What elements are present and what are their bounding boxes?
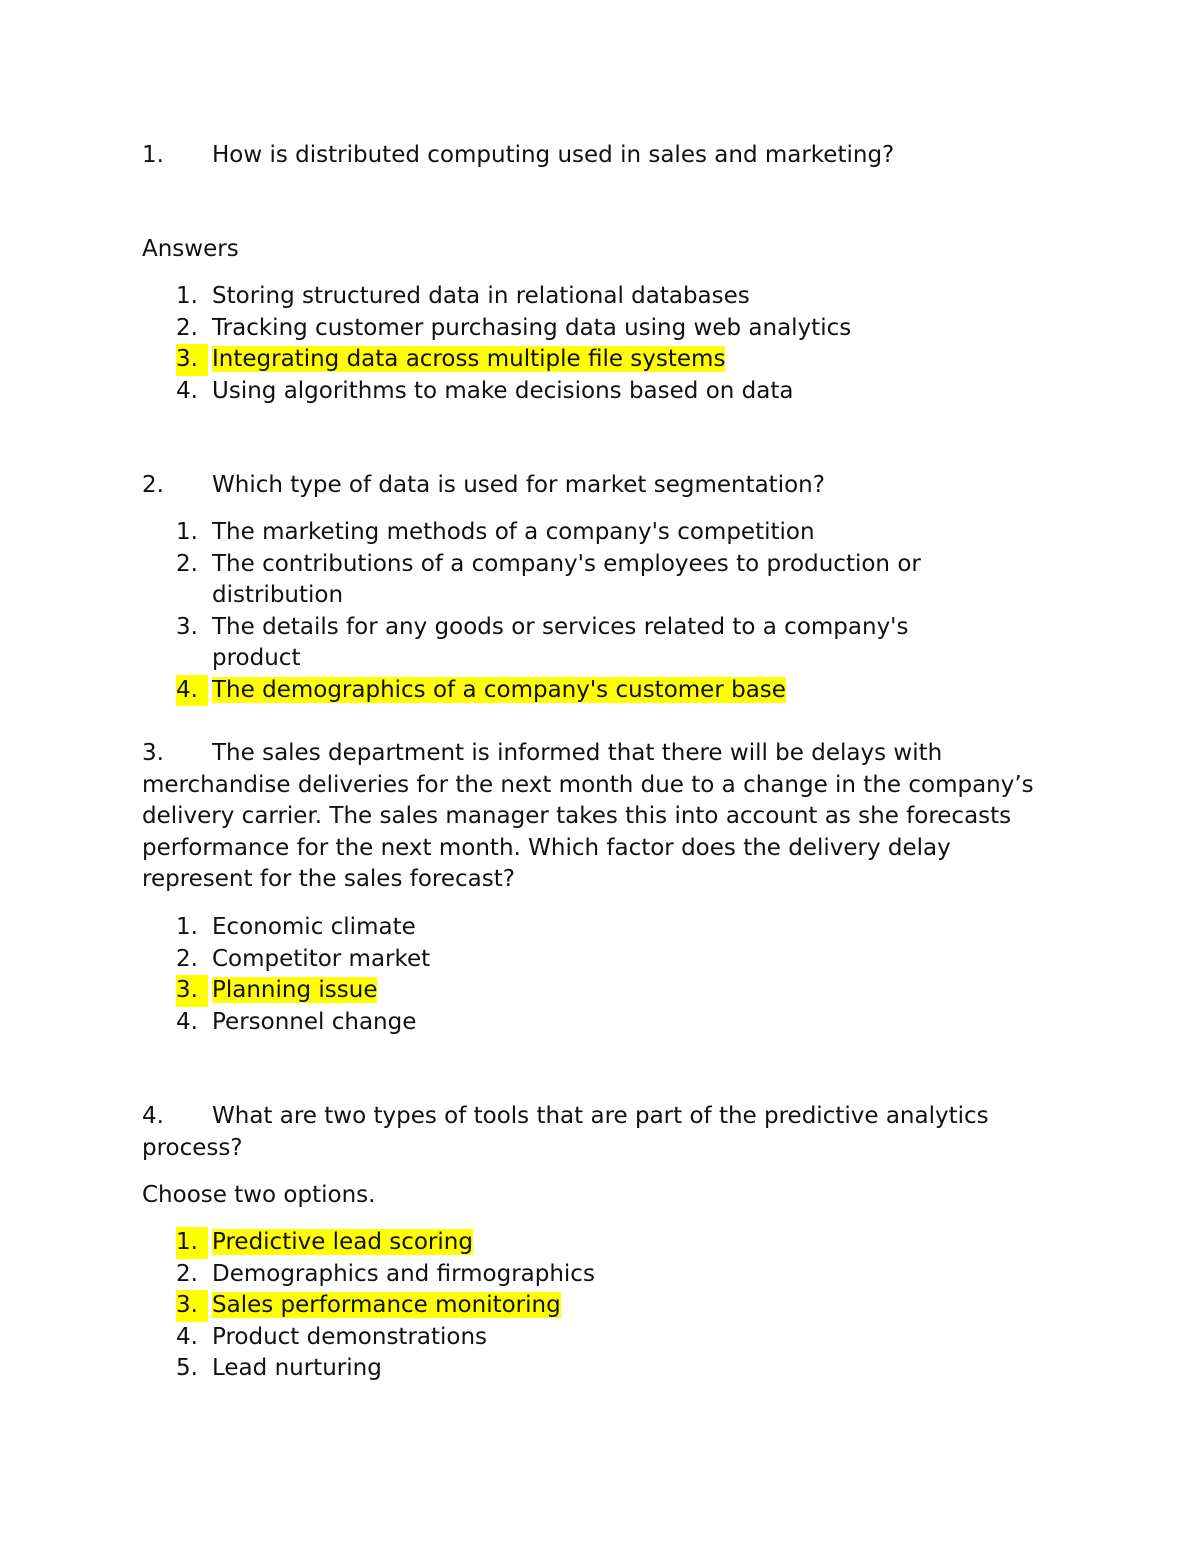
option-item: [176, 1007, 1056, 1039]
option-text: Personnel change: [212, 1008, 417, 1035]
option-number: 4.: [176, 377, 198, 404]
options-list-4: [176, 1227, 1056, 1385]
option-number: 2.: [176, 1260, 198, 1287]
question-text: Which type of data is used for market segmentation?: [212, 472, 825, 498]
option-text: The details for any goods or services related to a company's product: [212, 613, 909, 671]
option-text: Predictive lead scoring: [212, 1229, 473, 1255]
option-item: [176, 944, 1056, 976]
question-text: The sales department is informed that there will be delays with merchandise deliveries for the next month due to a change in the company’s delivery carrier. The sales manager takes this into account as she forecasts performance for the next month. Which factor does the delivery delay represent for the sales forecast?: [142, 740, 1034, 892]
option-item: [176, 1259, 1056, 1291]
option-text: The contributions of a company's employees to production or distribution: [212, 550, 921, 608]
option-number: 2.: [176, 945, 198, 972]
option-number: 3.: [176, 613, 198, 640]
option-number: 4.: [176, 1323, 198, 1350]
option-number: 3.: [176, 344, 208, 376]
option-item: [176, 281, 1056, 313]
options-list-1: [176, 281, 1056, 407]
option-item: [176, 517, 966, 549]
option-text: Sales performance monitoring: [212, 1292, 561, 1318]
options-list-2: [176, 517, 966, 706]
question-number: 1.: [142, 142, 164, 168]
option-number: 4.: [176, 1008, 198, 1035]
answers-label: Answers: [142, 236, 239, 262]
option-text: Competitor market: [212, 945, 431, 972]
option-item-highlighted: [176, 344, 1056, 376]
choose-instruction: Choose two options.: [142, 1182, 376, 1208]
option-number: 1.: [176, 283, 198, 309]
option-text: The demographics of a company's customer base: [212, 676, 786, 703]
question-1: [142, 140, 1062, 172]
option-item: [176, 549, 966, 612]
option-number: 4.: [176, 675, 208, 707]
option-number: 5.: [176, 1355, 198, 1381]
option-text: Using algorithms to make decisions based on data: [212, 377, 794, 404]
option-text: The marketing methods of a company's competition: [212, 519, 815, 545]
option-number: 1.: [176, 914, 198, 940]
option-number: 3.: [176, 1290, 208, 1322]
question-3: [142, 738, 1067, 896]
option-text: Lead nurturing: [212, 1355, 382, 1381]
option-text: Economic climate: [212, 914, 416, 940]
option-number: 2.: [176, 550, 198, 577]
option-item: [176, 376, 1056, 408]
question-number: 4.: [142, 1103, 164, 1129]
question-2: [142, 470, 1062, 502]
option-item: [176, 1353, 1056, 1385]
option-item-highlighted: [176, 675, 966, 707]
option-item-highlighted: [176, 975, 1056, 1007]
option-item: [176, 612, 966, 675]
option-number: 1.: [176, 1227, 208, 1259]
option-item: [176, 912, 1056, 944]
question-number: 3.: [142, 740, 164, 766]
option-text: Demographics and firmographics: [212, 1260, 595, 1287]
option-item-highlighted: [176, 1227, 1056, 1259]
question-text: How is distributed computing used in sales and marketing?: [212, 142, 895, 168]
question-4: [142, 1101, 1022, 1164]
option-text: Product demonstrations: [212, 1323, 488, 1350]
question-text: What are two types of tools that are part of the predictive analytics process?: [142, 1103, 989, 1161]
option-text: Tracking customer purchasing data using web analytics: [212, 314, 852, 341]
question-number: 2.: [142, 472, 164, 498]
options-list-3: [176, 912, 1056, 1038]
option-text: Storing structured data in relational databases: [212, 283, 750, 309]
option-number: 2.: [176, 314, 198, 341]
option-text: Planning issue: [212, 977, 378, 1003]
option-item-highlighted: [176, 1290, 1056, 1322]
option-item: [176, 313, 1056, 345]
option-item: [176, 1322, 1056, 1354]
option-number: 1.: [176, 519, 198, 545]
option-number: 3.: [176, 975, 208, 1007]
option-text: Integrating data across multiple file systems: [212, 346, 726, 372]
